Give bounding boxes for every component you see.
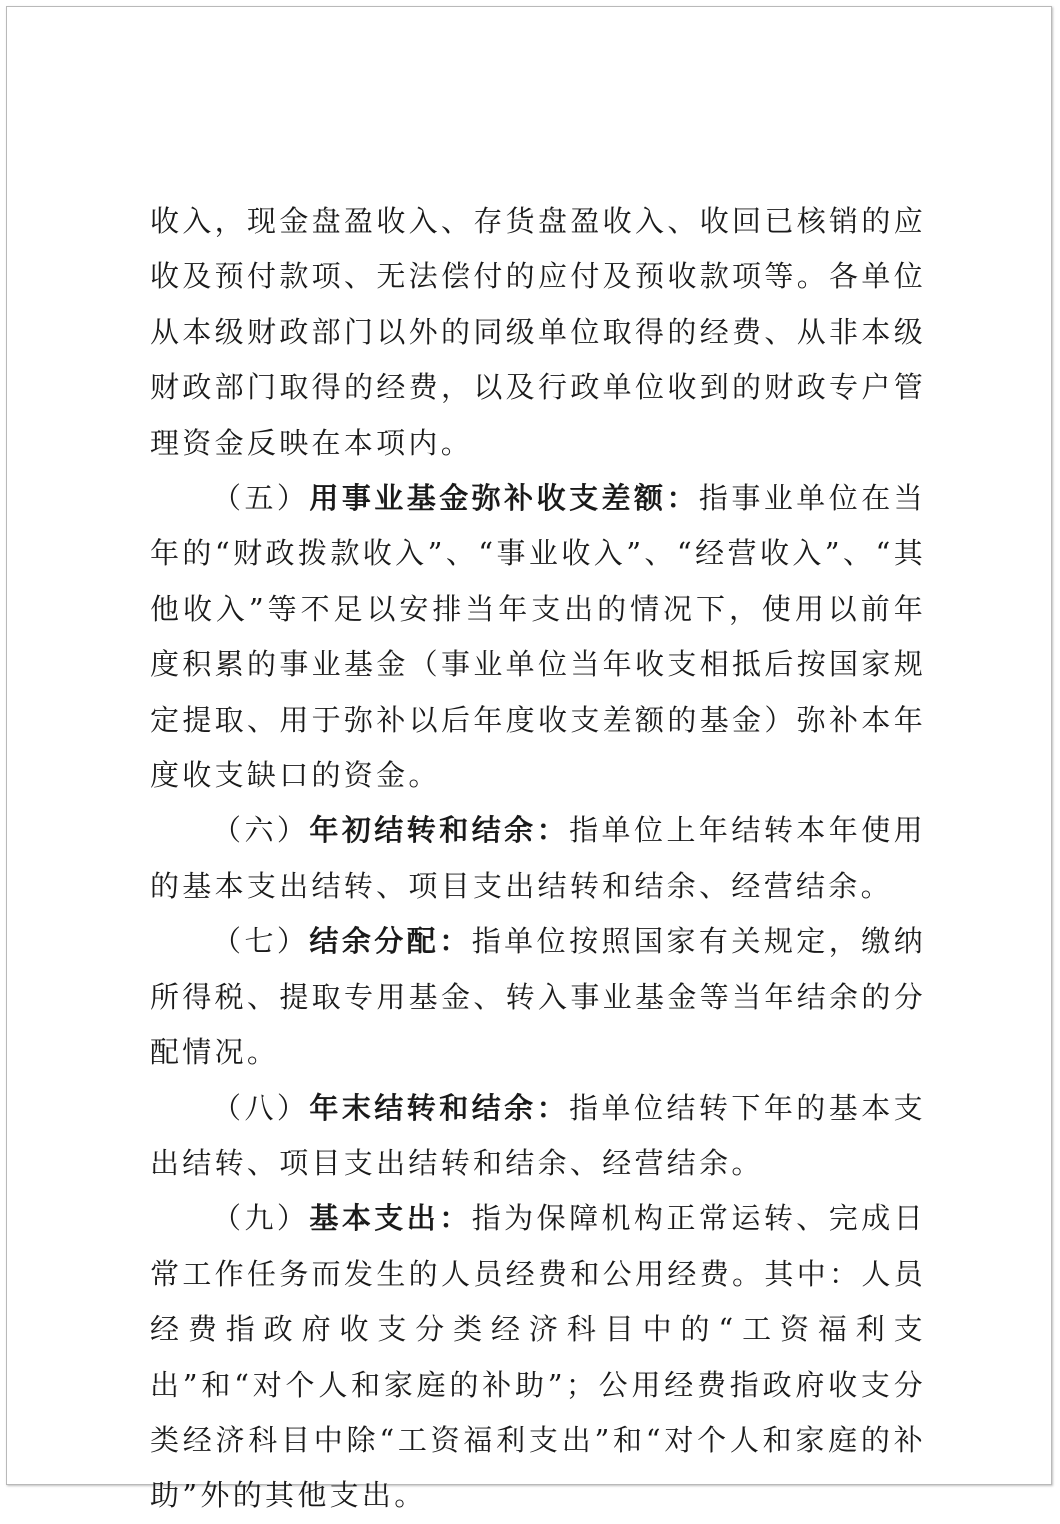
paragraph-income-continued [150,194,926,471]
item-heading: 年末结转和结余： [309,1090,570,1125]
paragraph-text: 指为保障机构正常运转、完成日常工作任务而发生的人员经费和公用经费。其中：人员经费指政府收支分类经济科目中的“工资福利支出”和“对个人和家庭的补助”；公用经费指政府收支分类经济科目中除“工资福利支出”和“对个人和家庭的补助”外的其他支出。 [150,1201,926,1513]
item-heading: 基本支出： [309,1201,472,1236]
item-number: （七） [212,924,310,959]
paragraph-item-5 [150,471,926,803]
item-number: （五） [212,481,310,516]
paragraph-text: 收入，现金盘盈收入、存货盘盈收入、收回已核销的应收及预付款项、无法偿付的应付及预收款项等。各单位从本级财政部门以外的同级单位取得的经费、从非本级财政部门取得的经费，以及行政单位收到的财政专户管理资金反映在本项内。 [150,204,926,460]
paragraph-item-8 [150,1081,926,1192]
paragraph-text: 指单位上年结转本年使用的基本支出结转、项目支出结转和结余、经营结余。 [150,813,926,903]
paragraph-item-7 [150,914,926,1080]
item-heading: 用事业基金弥补收支差额： [309,481,699,516]
document-page [6,6,1052,1513]
paragraph-text: 指事业单位在当年的“财政拨款收入”、“事业收入”、“经营收入”、“其他收入”等不足以安排当年支出的情况下，使用以前年度积累的事业基金（事业单位当年收支相抵后按国家规定提取、用于弥补以后年度收支差额的基金）弥补本年度收支缺口的资金。 [150,481,926,793]
paragraph-item-6 [150,803,926,914]
item-number: （八） [212,1090,310,1125]
paragraph-text: 指单位按照国家有关规定，缴纳所得税、提取专用基金、转入事业基金等当年结余的分配情况。 [150,924,926,1070]
document-body [150,194,926,1524]
item-number: （六） [212,813,310,848]
item-heading: 年初结转和结余： [309,813,570,848]
item-heading: 结余分配： [309,924,472,959]
paragraph-text: 指单位结转下年的基本支出结转、项目支出结转和结余、经营结余。 [150,1090,926,1180]
item-number: （九） [212,1201,310,1236]
paragraph-item-9 [150,1191,926,1523]
